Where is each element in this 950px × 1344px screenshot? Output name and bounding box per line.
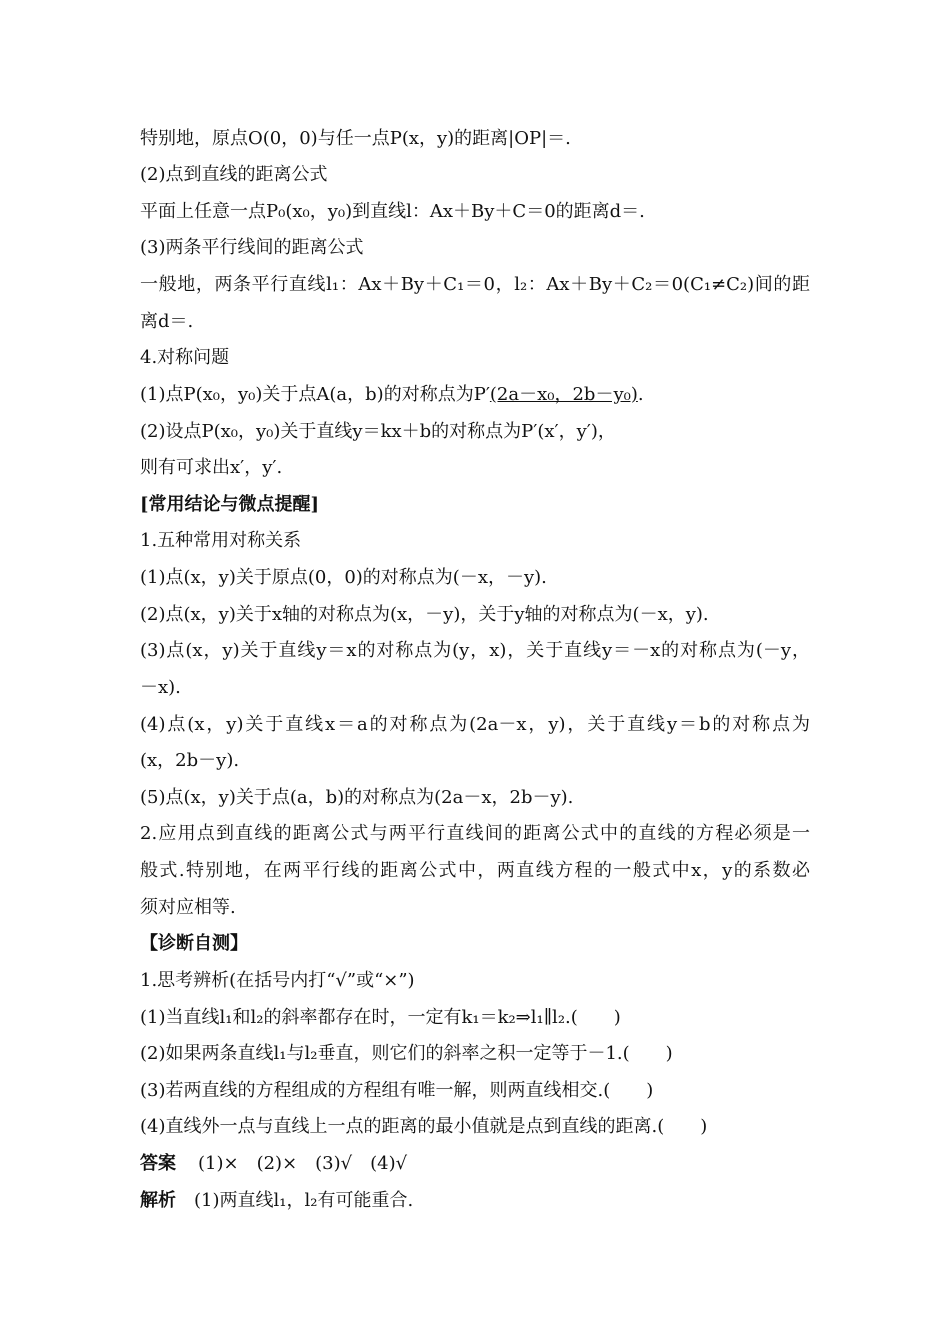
heading-point-line-distance: (2)点到直线的距离公式 <box>140 164 328 185</box>
answer-label: 答案 <box>140 1153 176 1174</box>
note-2-line-2: 般式.特别地，在两平行线的距离公式中，两直线方程的一般式中x，y的系数必 <box>140 860 810 881</box>
symmetry-line-conclusion: 则有可求出x′，y′. <box>140 457 283 478</box>
question-1-title: 1.思考辨析(在括号内打“√”或“×”) <box>140 970 415 991</box>
origin-distance-text: 特别地，原点O(0，0)与任一点P(x，y)的距离|OP|＝. <box>140 128 571 149</box>
question-1-item-3: (3)若两直线的方程组成的方程组有唯一解，则两直线相交.( ) <box>140 1080 654 1101</box>
point-line-distance-text: 平面上任意一点P₀(x₀，y₀)到直线l：Ax＋By＋C＝0的距离d＝. <box>140 201 645 222</box>
answer-line <box>140 1152 407 1176</box>
symmetry-point-prefix: (1)点P(x₀，y₀)关于点A(a，b)的对称点为P′ <box>140 384 490 405</box>
symmetry-item-3-line-2: －x). <box>140 677 181 698</box>
symmetry-item-3-line-1: (3)点(x，y)关于直线y＝x的对称点为(y，x)，关于直线y＝－x的对称点为(－y， <box>140 640 810 661</box>
symmetry-item-2: (2)点(x，y)关于x轴的对称点为(x，－y)，关于y轴的对称点为(－x，y). <box>140 604 709 625</box>
parallel-distance-text-2: 离d＝. <box>140 311 194 332</box>
parallel-distance-text-1: 一般地，两条平行直线l₁：Ax＋By＋C₁＝0，l₂：Ax＋By＋C₂＝0(C₁≠C₂)间的距 <box>140 274 810 295</box>
heading-parallel-distance: (3)两条平行线间的距离公式 <box>140 237 364 258</box>
symmetry-item-4-line-2: (x，2b－y). <box>140 750 240 771</box>
note-2-line-1: 2.应用点到直线的距离公式与两平行直线间的距离公式中的直线的方程必须是一 <box>140 823 810 844</box>
symmetry-point-answer: (2a－x₀，2b－y₀) <box>489 384 638 405</box>
answer-values: (1)× (2)× (3)√ (4)√ <box>198 1153 408 1174</box>
symmetry-line-text: (2)设点P(x₀，y₀)关于直线y＝kx＋b的对称点为P′(x′，y′)， <box>140 421 616 442</box>
analysis-text: (1)两直线l₁，l₂有可能重合. <box>194 1190 414 1211</box>
heading-five-symmetries: 1.五种常用对称关系 <box>140 530 302 551</box>
question-1-item-1: (1)当直线l₁和l₂的斜率都存在时，一定有k₁＝k₂⇒l₁∥l₂.( ) <box>140 1007 621 1028</box>
symmetry-point-suffix: . <box>637 384 644 405</box>
heading-diagnostic-test: 【诊断自测】 <box>140 933 248 954</box>
heading-symmetry: 4.对称问题 <box>140 347 230 368</box>
heading-common-conclusions: [常用结论与微点提醒] <box>140 494 320 515</box>
question-1-item-2: (2)如果两条直线l₁与l₂垂直，则它们的斜率之积一定等于－1.( ) <box>140 1043 673 1064</box>
symmetry-point-text <box>140 383 644 407</box>
analysis-label: 解析 <box>140 1190 176 1211</box>
question-1-item-4: (4)直线外一点与直线上一点的距离的最小值就是点到直线的距离.( ) <box>140 1116 708 1137</box>
symmetry-item-5: (5)点(x，y)关于点(a，b)的对称点为(2a－x，2b－y). <box>140 787 574 808</box>
symmetry-item-1: (1)点(x，y)关于原点(0，0)的对称点为(－x，－y). <box>140 567 547 588</box>
note-2-line-3: 须对应相等. <box>140 897 236 918</box>
symmetry-item-4-line-1: (4)点(x，y)关于直线x＝a的对称点为(2a－x，y)，关于直线y＝b的对称点为 <box>140 714 810 735</box>
analysis-line <box>140 1189 413 1213</box>
